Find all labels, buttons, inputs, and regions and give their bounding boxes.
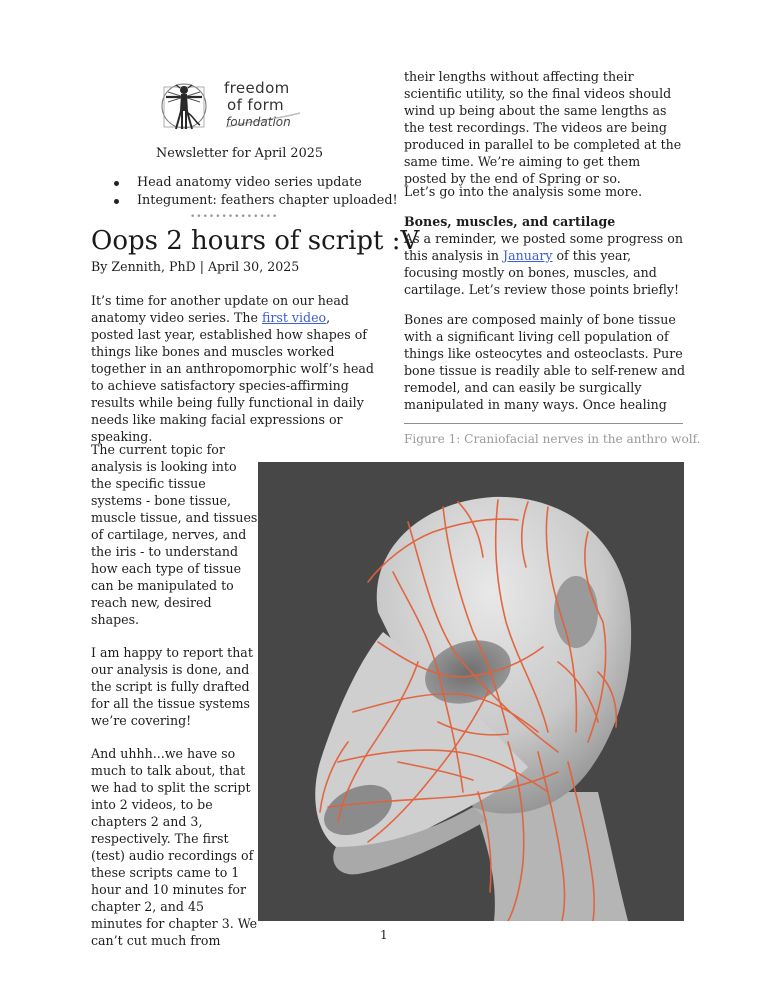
intro-text: It’s time for another update on our head anatomy video series. The <box>91 293 349 325</box>
bones-section <box>404 213 686 298</box>
paragraph-split-script-cont: their lengths without affecting their scientific utility, so the final videos should wind up being about the same lengths as the test recordings. The videos are being produced in parallel to be completed at the same time. We’re aiming to get them posted by the end of Spring or so. <box>404 69 682 186</box>
toc-list <box>108 174 398 210</box>
paragraph-bones: Bones are composed mainly of bone tissue with a significant living cell population of things like osteocytes and osteoclasts. Pure bone tissue is readily able to self-renew and remodel, and can easily be surgically manipulated in many ways. Once healing <box>404 312 686 412</box>
byline <box>91 259 299 274</box>
wolf-skull-illustration <box>258 462 684 921</box>
toc-item: Integument: feathers chapter uploaded! <box>108 192 398 210</box>
paragraph-split-script: And uhhh...we have so much to talk about, that we had to split the script into 2 videos, to be chapters 2 and 3, respectively. The first (test) audio recordings of these scripts came to 1 hour and 10 minutes for chapter 2, and 45 minutes for chapter 3. We can’t cut much from <box>91 746 258 948</box>
january-link[interactable]: January <box>503 248 553 263</box>
logo-line-3: foundation <box>226 115 291 129</box>
left-column <box>91 441 259 949</box>
reminder-text: As a reminder, we posted some progress on this analysis in <box>404 231 683 263</box>
reminder-text-cont: of this year, focusing mostly on bones, muscles, and cartilage. Let’s review those points briefly! <box>404 248 680 297</box>
paragraph-reminder <box>404 230 686 298</box>
paragraph-tissue-systems: The current topic for analysis is looking into the specific tissue systems - bone tissue, muscle tissue, and tissues of cartilage, nerves, and the iris - to understand how each type of tissue can be manipulated to reach new, desired shapes. <box>91 442 258 627</box>
intro-text-cont: , posted last year, established how shapes of things like bones and muscles worked together in an anthropomorphic wolf’s head to achieve satisfactory species-affirming results while being fully functional in daily needs like making facial expressions or speaking. <box>91 310 374 444</box>
newsletter-label: Newsletter for April 2025 <box>156 146 323 161</box>
paragraph-analysis-done: I am happy to report that our analysis is done, and the script is fully drafted for all the tissue systems we’re covering! <box>91 645 253 728</box>
paragraph-analysis-intro: Let’s go into the analysis some more. <box>404 184 643 199</box>
logo-line-1: freedom <box>224 79 290 97</box>
publish-date: April 30, 2025 <box>207 259 300 274</box>
author: By Zennith, PhD <box>91 259 196 274</box>
page-number: 1 <box>380 928 388 942</box>
figure-caption: Figure 1: Craniofacial nerves in the anthro wolf. <box>404 432 701 446</box>
article-title: Oops 2 hours of script :V <box>91 226 420 256</box>
toc-item: Head anatomy video series update <box>108 174 398 192</box>
section-divider: •••••••••••••• <box>190 212 279 222</box>
logo-line-2: of form <box>227 96 284 114</box>
logo-wordmark <box>224 80 291 131</box>
first-video-link[interactable]: first video <box>261 310 327 325</box>
byline-separator: | <box>199 259 204 274</box>
figure-craniofacial-nerves <box>258 462 684 921</box>
intro-paragraph <box>91 292 374 445</box>
figure-rule <box>404 423 683 424</box>
section-heading: Bones, muscles, and cartilage <box>404 214 616 229</box>
